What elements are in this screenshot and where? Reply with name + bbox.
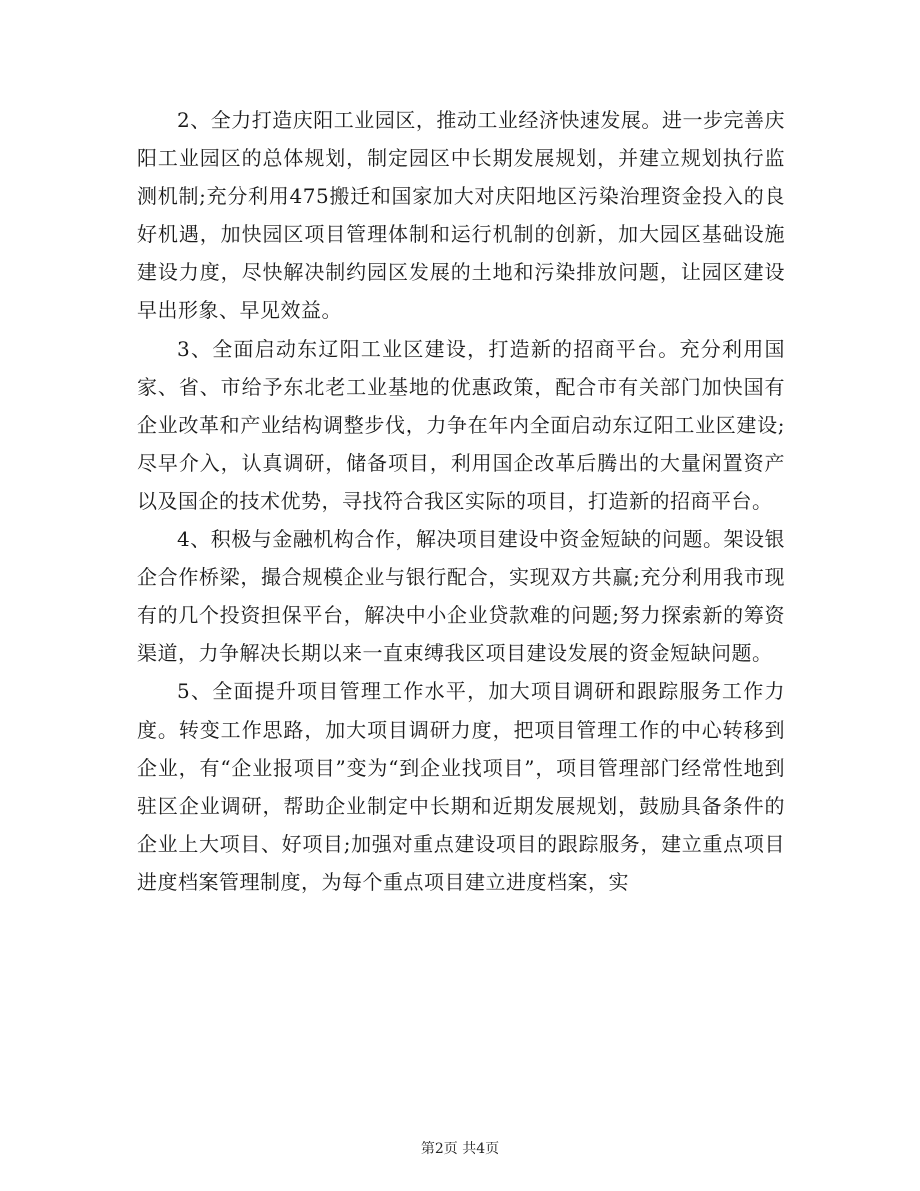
paragraph-item-5: 5、全面提升项目管理工作水平，加大项目调研和跟踪服务工作力度。转变工作思路，加大项目调研力度，把项目管理工作的中心转移到企业，有“企业报项目”变为“到企业找项目”，项目管理部门经常性地到驻区企业调研，帮助企业制定中长期和近期发展规划，鼓励具备条件的企业上大项目、好项目;加强对重点建设项目的跟踪服务，建立重点项目进度档案管理制度，为每个重点项目建立进度档案，实 bbox=[137, 679, 785, 894]
paragraph-item-4: 4、积极与金融机构合作，解决项目建设中资金短缺的问题。架设银企合作桥梁，撮合规模企业与银行配合，实现双方共赢;充分利用我市现有的几个投资担保平台，解决中小企业贷款难的问题;努力探索新的筹资渠道，力争解决长期以来一直束缚我区项目建设发展的资金短缺问题。 bbox=[137, 527, 785, 666]
paragraph-item-2: 2、全力打造庆阳工业园区，推动工业经济快速发展。进一步完善庆阳工业园区的总体规划，制定园区中长期发展规划，并建立规划执行监测机制;充分利用475搬迁和国家加大对庆阳地区污染治理资金投入的良好机遇，加快园区项目管理体制和运行机制的创新，加大园区基础设施建设力度，尽快解决制约园区发展的土地和污染排放问题，让园区建设早出形象、早见效益。 bbox=[137, 108, 785, 323]
page-number-footer: 第2页 共4页 bbox=[420, 1141, 500, 1157]
document-body bbox=[137, 101, 785, 901]
paragraph-item-3: 3、全面启动东辽阳工业区建设，打造新的招商平台。充分利用国家、省、市给予东北老工业基地的优惠政策，配合市有关部门加快国有企业改革和产业结构调整步伐，力争在年内全面启动东辽阳工业区建设;尽早介入，认真调研，储备项目，利用国企改革后腾出的大量闲置资产以及国企的技术优势，寻找符合我区实际的项目，打造新的招商平台。 bbox=[137, 336, 785, 513]
